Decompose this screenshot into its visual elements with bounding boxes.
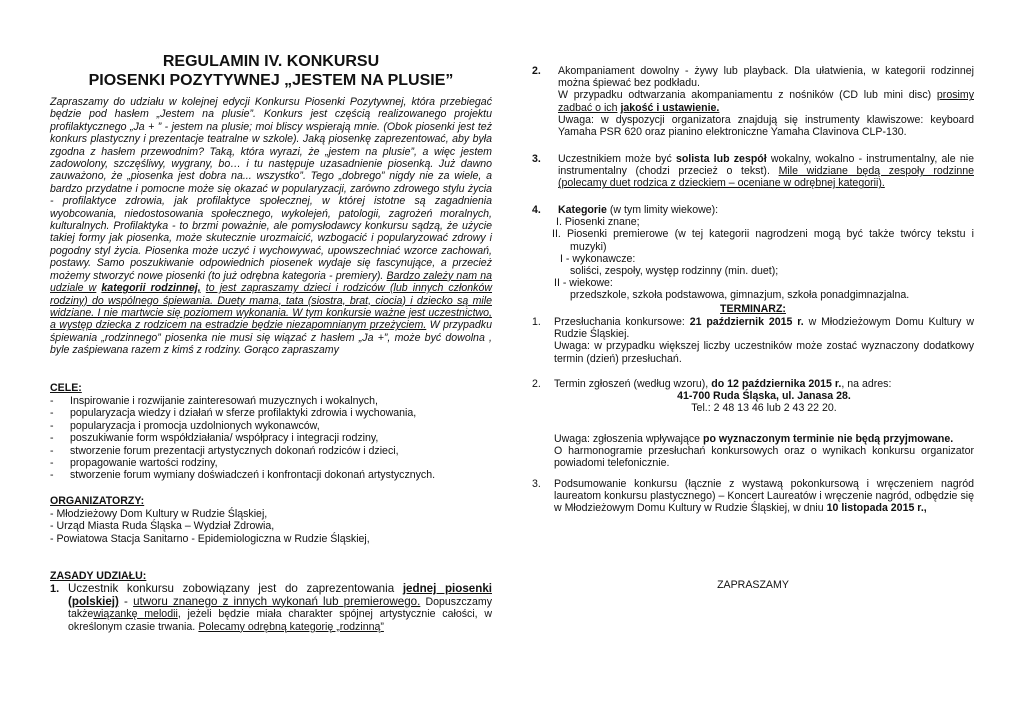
instruments-note: Uwaga: w dyspozycji organizatora znajdują się instrumenty klawiszowe: keyboard Yamaha PSR 620 oraz pianino elektroniczne Yamaha Clavinova CLP-130. bbox=[558, 113, 974, 139]
zasady-1-song-type: utworu znanego z innych wykonań lub premierowego. bbox=[133, 594, 421, 608]
r3-soloist: solista lub zespół bbox=[675, 153, 767, 165]
zasady-1-a: Uczestnik konkursu zobowiązany jest do zaprezentowania bbox=[68, 582, 395, 595]
zasady-item-3-text bbox=[558, 153, 974, 190]
zasady-item-3-number: 3. bbox=[532, 153, 541, 165]
media-text bbox=[558, 89, 974, 113]
closing-text: ZAPRASZAMY bbox=[717, 579, 789, 591]
term-item-3-number: 3. bbox=[532, 478, 541, 490]
t1-c: w Młodzieżowym Domu Kultury w Rudzie Śląskiej. bbox=[554, 316, 974, 341]
zasady-item-2 bbox=[532, 65, 974, 138]
media-text-c: jakość i ustawienie. bbox=[620, 101, 720, 114]
zasady-heading: ZASADY UDZIAŁU: bbox=[50, 570, 147, 582]
cele-item: - poszukiwanie form współdziałania/ współpracy i integracji rodziny, bbox=[50, 432, 492, 444]
t1-a: Przesłuchania konkursowe: bbox=[554, 316, 685, 328]
organizers-heading: ORGANIZATORZY: bbox=[50, 495, 145, 507]
intro-family-details: to jest zapraszamy dzieci i rodziców (lub innych członków rodziny) do wspólnego śpiewania. Duety mama, tata (siostra, brat, ciocia) i dziecko są mile widziane. I nie martwcie się poziomem wykonania. W tym konkursie ważne jest uczestnictwo, a występ dziecka z rodzicem na estradzie będzie niezapomnianym przeżyciem. bbox=[50, 282, 492, 332]
zasady-1-one-song: jednej piosenki (polskiej) bbox=[68, 582, 492, 608]
organizers-list bbox=[50, 508, 370, 545]
category-known-songs: I. Piosenki znane; bbox=[556, 216, 640, 229]
intro-text: Zapraszamy do udziału w kolejnej edycji Konkursu Piosenki Pozytywnej, która przebiegać będzie pod hasłem „Jestem na plusie”. Konkurs jest częścią realizowanego projektu profilaktycznego „Ja + ” - jestem na plusie; moi bliscy wspierają mnie. (Obok piosenki jest też konkurs plastyczny i prezentacje teatralne w szkole). Jaką piosenkę zaprezentować, aby była zgodna z hasłem przewodnim? Taką, która wyrazi, że „jestem na plusie”, a więc jestem zadowolony, szczęśliwy, wygrany, bo… i tu następuje uzasadnienie piosenką. Już dawno zauważono, że „piosenka jest dobra na... wszystko”. Tego „dobrego” nigdy nie za wiele, a bardzo przydatne i pomocne może się okazać w popularyzacji, zarówno zdrowego stylu życia - profilaktyce zdrowia, jak profilaktyce społecznej, w której istotne są zagadnienia wyobcowania, niedostosowania społecznego, wykolejeń, patologii, zagrożeń moralnych, kulturalnych. Profilaktyka - to brzmi poważnie, ale pomysłodawcy konkursu sądzą, że użycie takiej formy jak piosenka, może skutecznie urozmaicić, wzbogacić i popularyzować zdrowy i pogodny styl życia. Piosenka może uczyć i wychowywać, upowszechniać wzorce zachowań, postawy. Samo poszukiwanie odpowiednich piosenek wydaje się fascynujące, a przecież możemy stworzyć nowe piosenki (to już odrębna kategoria - premiery). bbox=[50, 96, 492, 282]
zasady-1-dash: - bbox=[124, 594, 128, 608]
t3-a: Podsumowanie konkursu (łącznie z wystawą pokonkursową i wręczeniem nagród laureatom konkursu plastycznego) – Koncert Laureatów i wręczenie nagród, odbędzie się w Młodzieżowym Domu Kultury w Rudzie Śląskiej, w dniu bbox=[554, 478, 974, 515]
cele-item: - popularyzacja wiedzy i działań w sferze profilaktyki zdrowia i wychowania, bbox=[50, 407, 492, 419]
phone: Tel.: 2 48 13 46 lub 2 43 22 20. bbox=[691, 402, 837, 415]
zasady-1-family-category: Polecamy odrębną kategorię „rodzinną” bbox=[198, 620, 384, 633]
r3-a: Uczestnikiem może być bbox=[558, 153, 672, 165]
organizer-item: - Młodzieżowy Dom Kultury w Rudzie Śląskiej, bbox=[50, 508, 268, 520]
cele-item: - propagowanie wartości rodziny, bbox=[50, 457, 492, 469]
t2-c: , na adres: bbox=[841, 378, 892, 390]
address: 41-700 Ruda Śląska, ul. Janasa 28. bbox=[677, 390, 851, 403]
media-text-a: W przypadku odtwarzania akompaniamentu z nośników (CD lub mini disc) bbox=[558, 89, 932, 102]
intro-closing: W przypadku śpiewania „rodzinnego” piosenka nie musi się wiązać z hasłem „Ja +”, może być dowolna , byle zaśpiewana razem z kimś z rodziny. Gorąco zapraszamy bbox=[50, 319, 492, 357]
t2-note-c: O harmonogramie przesłuchań konkursowych oraz o wynikach konkursu organizator powiadomi telefonicznie. bbox=[554, 444, 974, 470]
zasady-item-2-number: 2. bbox=[532, 65, 541, 77]
t2-note-a: Uwaga: zgłoszenia wpływające bbox=[554, 432, 701, 445]
zasady-1-e: Dopuszczamy także bbox=[68, 595, 492, 621]
t1-date: 21 październik 2015 r. bbox=[689, 316, 804, 328]
term-item-1 bbox=[532, 316, 974, 365]
cele-list bbox=[50, 395, 492, 482]
zasady-item-4 bbox=[532, 204, 974, 302]
zasady-item-2-text bbox=[558, 65, 974, 138]
intro-paragraph bbox=[50, 96, 492, 357]
t2-a: Termin zgłoszeń (według wzoru), bbox=[554, 378, 709, 390]
categories-list bbox=[552, 216, 974, 302]
categories-heading-line bbox=[558, 204, 974, 216]
term-item-2 bbox=[532, 378, 974, 469]
intro-family-invite: Bardzo zależy nam na udziale w bbox=[50, 269, 492, 295]
media-text-b: prosimy zadbać o ich bbox=[558, 89, 974, 114]
category-age-heading: II - wiekowe: bbox=[554, 277, 613, 290]
categories-label: Kategorie bbox=[558, 204, 607, 216]
cele-item: - stworzenie forum prezentacji artystycznych dokonań rodziców i dzieci, bbox=[50, 445, 492, 457]
zasady-item-4-number: 4. bbox=[532, 204, 541, 216]
zasady-item-1-number: 1. bbox=[50, 583, 60, 595]
term-item-1-text bbox=[554, 316, 974, 365]
category-premiere-songs: II. Piosenki premierowe (w tej kategorii nagrodzeni mogą być także twórcy tekstu i muzyki) bbox=[552, 228, 974, 253]
zasady-1-medley: wiązankę melodii bbox=[93, 608, 178, 621]
t1-note: Uwaga: w przypadku większej liczby uczestników może zostać wyznaczony dodatkowy termin (dzień) przesłuchań. bbox=[554, 340, 974, 365]
organizer-item: - Powiatowa Stacja Sanitarno - Epidemiologiczna w Rudzie Śląskiej, bbox=[50, 532, 370, 545]
term-item-2-number: 2. bbox=[532, 378, 541, 390]
cele-item: - stworzenie forum wymiany doświadczeń i konfrontacji dokonań artystycznych. bbox=[50, 469, 492, 481]
category-performers-heading: I - wykonawcze: bbox=[560, 252, 636, 265]
zasady-item-1 bbox=[50, 583, 492, 633]
zasady-item-3 bbox=[532, 153, 974, 190]
title-line-2: PIOSENKI POZYTYWNEJ „JESTEM NA PLUSIE” bbox=[88, 72, 454, 89]
t3-date: 10 listopada 2015 r., bbox=[826, 502, 927, 515]
zasady-1-g: , jeżeli będzie miała charakter spójnej artystycznie całości, w określonym czasie trwania. bbox=[68, 608, 493, 633]
intro-family-category: kategorii rodzinnej, bbox=[101, 282, 201, 295]
t2-note-late: po wyznaczonym terminie nie będą przyjmowane. bbox=[703, 432, 954, 445]
categories-note: (w tym limity wiekowe): bbox=[609, 204, 719, 216]
term-item-2-text bbox=[554, 378, 974, 469]
cele-item: - Inspirowanie i rozwijanie zainteresowań muzycznych i wokalnych, bbox=[50, 395, 492, 407]
term-item-3 bbox=[532, 478, 974, 515]
term-item-1-number: 1. bbox=[532, 316, 541, 328]
cele-item: - popularyzacja i promocja uzdolnionych wykonawców, bbox=[50, 420, 492, 432]
t2-deadline: do 12 października 2015 r. bbox=[711, 378, 842, 390]
accompaniment-text: Akompaniament dowolny - żywy lub playback. Dla ułatwienia, w kategorii rodzinnej można śpiewać bez podkładu. bbox=[558, 65, 974, 90]
category-age-groups: przedszkole, szkoła podstawowa, gimnazjum, szkoła ponadgimnazjalna. bbox=[570, 289, 910, 302]
r3-c: wokalny, wokalno - instrumentalny, ale nie instrumentalny (chodzi przecież o tekst). bbox=[558, 153, 974, 178]
term-item-3-text bbox=[554, 478, 974, 515]
t2-note bbox=[554, 433, 974, 445]
cele-heading: CELE: bbox=[50, 382, 82, 394]
category-performers: soliści, zespoły, występ rodzinny (min. duet); bbox=[570, 265, 779, 278]
terminarz-heading: TERMINARZ: bbox=[720, 303, 786, 315]
r3-family-teams: Mile widziane będą zespoły rodzinne (polecamy duet rodzica z dzieckiem – oceniane w odrębnej kategorii). bbox=[558, 165, 974, 190]
title-line-1: REGULAMIN IV. KONKURSU bbox=[162, 53, 380, 70]
organizer-item: - Urząd Miasta Ruda Śląska – Wydział Zdrowia, bbox=[50, 520, 275, 533]
zasady-item-1-text bbox=[68, 583, 492, 633]
